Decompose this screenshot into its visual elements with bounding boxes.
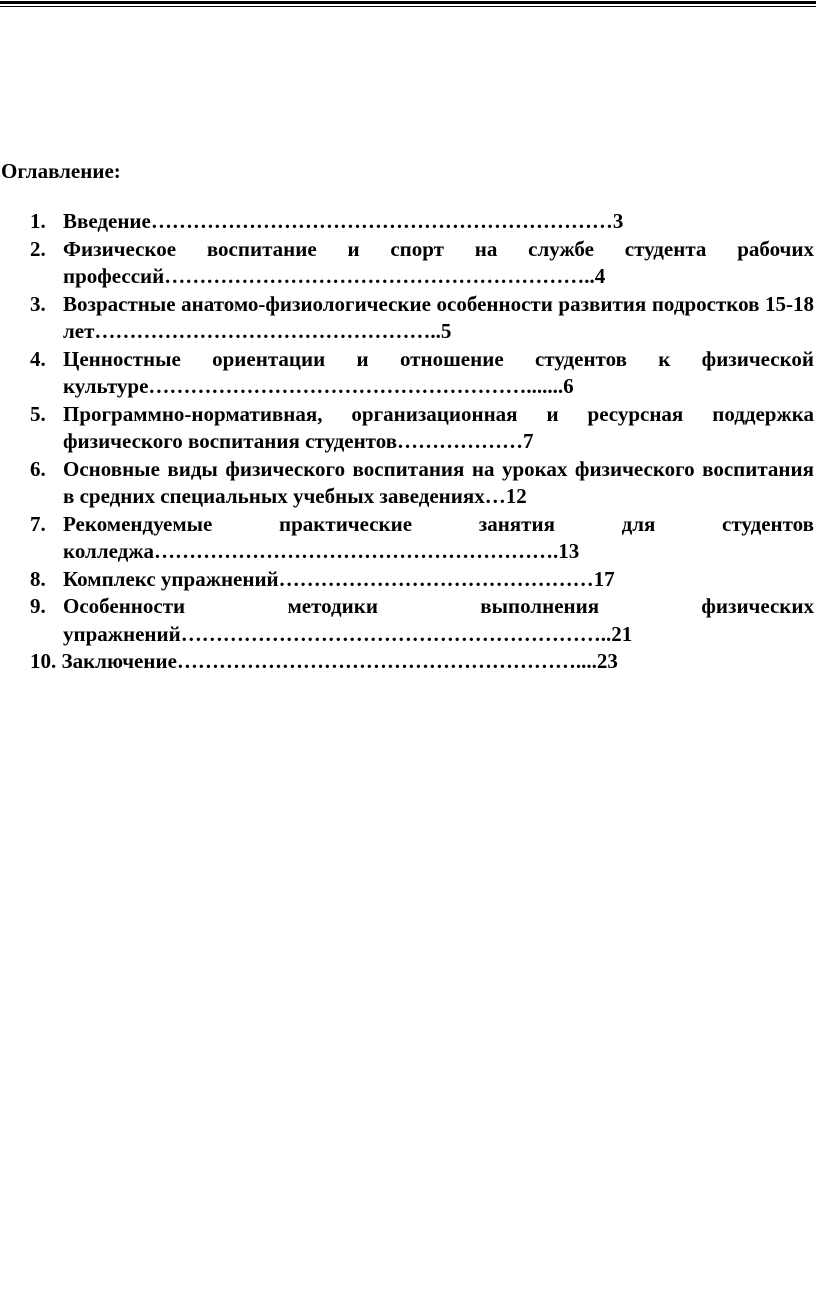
toc-item-number: 4.: [30, 346, 46, 371]
toc-item-recommended-classes: [30, 511, 814, 566]
top-border-thick-line: [0, 1, 816, 4]
toc-item-physical-education-sport: [30, 236, 814, 291]
toc-item-exercise-complex: [30, 566, 814, 594]
toc-item-text: Программно-нормативная, организационная и ресурсная поддержка физического воспитания студентов………………7: [63, 401, 814, 453]
toc-item-text: Особенности методики выполнения физических упражнений……………………………………………………..21: [63, 594, 814, 646]
toc-item-text: Физическое воспитание и спорт на службе студента рабочих профессий……………………………………………………..4: [63, 236, 814, 288]
toc-item-text: Основные виды физического воспитания на уроках физического воспитания в средних специальных учебных заведениях…12: [63, 456, 814, 508]
toc-title: Оглавление:: [1, 159, 121, 183]
toc-item-value-orientations: [30, 346, 814, 401]
toc-item-number: 5.: [30, 401, 46, 426]
toc-item-normative-support: [30, 401, 814, 456]
toc-item-conclusion: [30, 648, 814, 676]
toc-item-text: Введение…………………………………………………………3: [63, 209, 624, 233]
toc-item-main-types: [30, 456, 814, 511]
top-border-rule: [0, 0, 816, 8]
toc-item-number: 9.: [30, 594, 46, 618]
toc-item-number: 1.: [30, 209, 46, 233]
toc-item-number: 3.: [30, 291, 46, 316]
toc-item-age-features: [30, 291, 814, 346]
top-border-thin-line: [0, 6, 816, 7]
toc-list: [30, 208, 814, 676]
toc-item-introduction: [30, 208, 814, 236]
toc-item-methodology: [30, 593, 814, 648]
toc-item-text: Комплекс упражнений………………………………………17: [63, 566, 615, 591]
toc-item-number: 8.: [30, 566, 46, 591]
toc-item-text: Возрастные анатомо-физиологические особенности развития подростков 15-18 лет…………………………………………..5: [63, 291, 814, 343]
toc-item-text: Ценностные ориентации и отношение студентов к физической культуре……………………………………………….......6: [63, 346, 814, 398]
toc-item-number: 10.: [30, 649, 62, 673]
toc-item-text: Заключение…………………………………………………....23: [61, 649, 618, 673]
toc-item-text: Рекомендуемые практические занятия для студентов колледжа………………………………………………….13: [63, 511, 814, 563]
toc-item-number: 7.: [30, 511, 46, 536]
toc-item-number: 2.: [30, 236, 46, 261]
toc-item-number: 6.: [30, 456, 46, 481]
